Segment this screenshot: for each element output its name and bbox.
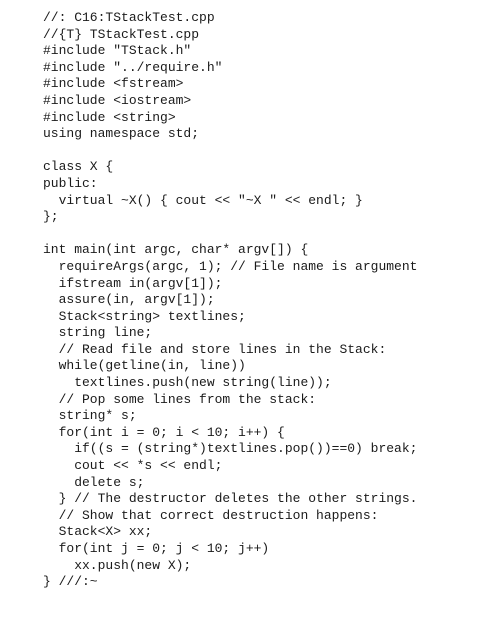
code-line: virtual ~X() { cout << "~X " << endl; }	[43, 192, 363, 208]
code-line: while(getline(in, line))	[43, 358, 246, 374]
code-line: requireArgs(argc, 1); // File name is argument	[43, 258, 418, 274]
code-line: string line;	[43, 325, 153, 341]
code-line: //: C16:TStackTest.cpp	[43, 10, 215, 25]
code-line: #include <string>	[43, 109, 176, 125]
code-line: textlines.push(new string(line));	[43, 375, 332, 391]
code-line: } ///:~	[43, 574, 98, 590]
code-line: public:	[43, 175, 98, 191]
code-line: xx.push(new X);	[43, 557, 192, 573]
code-line	[43, 143, 417, 160]
code-line: #include <fstream>	[43, 76, 184, 92]
code-line: class X {	[43, 159, 114, 175]
code-line: if((s = (string*)textlines.pop())==0) break;	[43, 441, 418, 457]
code-line: assure(in, argv[1]);	[43, 292, 215, 308]
code-line: for(int i = 0; i < 10; i++) {	[43, 424, 285, 440]
code-line: for(int j = 0; j < 10; j++)	[43, 541, 270, 556]
code-line: cout << *s << endl;	[43, 458, 223, 474]
code-line: int main(int argc, char* argv[]) {	[43, 242, 309, 258]
code-line: Stack<string> textlines;	[43, 308, 246, 324]
code-line: //{T} TStackTest.cpp	[43, 26, 200, 42]
code-line: string* s;	[43, 408, 137, 424]
code-line: #include "../require.h"	[43, 59, 223, 75]
code-line: delete s;	[43, 474, 145, 490]
code-line: // Read file and store lines in the Stack:	[43, 341, 387, 357]
code-line: Stack<X> xx;	[43, 524, 153, 540]
code-line: // Pop some lines from the stack:	[43, 391, 317, 407]
code-line: #include <iostream>	[43, 92, 192, 108]
code-line: // Show that correct destruction happens:	[43, 507, 379, 523]
code-line: };	[43, 209, 59, 225]
code-line	[43, 226, 417, 243]
code-line: using namespace std;	[43, 126, 200, 142]
code-listing	[43, 10, 417, 591]
code-line: #include "TStack.h"	[43, 43, 192, 59]
code-line: ifstream in(argv[1]);	[43, 275, 223, 291]
code-line: } // The destructor deletes the other strings.	[43, 491, 418, 507]
